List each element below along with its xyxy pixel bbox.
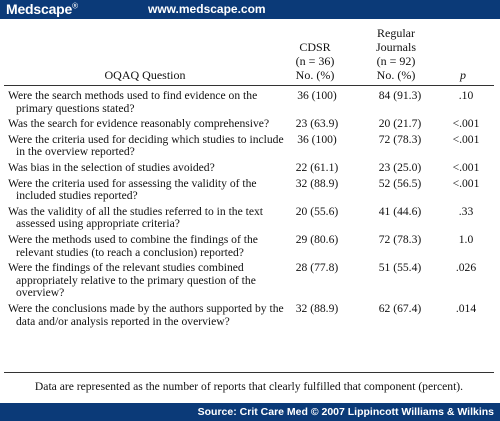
header-bar bbox=[0, 0, 500, 19]
p-value: <.001 bbox=[452, 132, 480, 146]
regular-journals-value: 62 (67.4) bbox=[378, 301, 422, 315]
question-cell: Were the methods used to combine the findings of the relevant studies (to reach a conclusion) reported? bbox=[8, 232, 258, 259]
table-row bbox=[4, 88, 494, 116]
question-cell: Was bias in the selection of studies avoided? bbox=[8, 160, 215, 174]
table-row bbox=[4, 176, 494, 204]
question-cell: Was the validity of all the studies referred to in the text assessed using appropriate criteria? bbox=[8, 204, 264, 231]
table-row bbox=[4, 132, 494, 160]
regular-journals-value: 41 (44.6) bbox=[378, 204, 422, 218]
medscape-logo[interactable]: Medscape® bbox=[6, 1, 78, 17]
question-cell: Were the search methods used to find evidence on the primary questions stated? bbox=[8, 89, 258, 115]
table-footnote: Data are represented as the number of reports that clearly fulfilled that component (percent). bbox=[34, 380, 464, 393]
table-body bbox=[4, 88, 494, 329]
cdsr-value: 36 (100) bbox=[297, 89, 337, 102]
regular-journals-value: 72 (78.3) bbox=[378, 132, 422, 146]
table-row bbox=[4, 204, 494, 232]
cdsr-value: 32 (88.9) bbox=[295, 301, 339, 315]
table-row bbox=[4, 260, 494, 301]
p-value: .014 bbox=[455, 301, 477, 315]
p-value: <.001 bbox=[452, 160, 480, 174]
regular-journals-value: 84 (91.3) bbox=[378, 89, 422, 102]
table-row bbox=[4, 301, 494, 329]
table-row bbox=[4, 232, 494, 260]
regular-journals-value: 51 (55.4) bbox=[378, 261, 422, 275]
source-footer bbox=[0, 403, 500, 421]
question-cell: Were the criteria used for assessing the validity of the included studies reported? bbox=[8, 176, 257, 203]
table-bottom-divider bbox=[4, 372, 494, 373]
p-value: <.001 bbox=[452, 117, 480, 131]
header-divider bbox=[4, 85, 494, 86]
cdsr-value: 28 (77.8) bbox=[295, 261, 339, 275]
regular-journals-value: 72 (78.3) bbox=[378, 232, 422, 246]
regular-journals-value: 52 (56.5) bbox=[378, 176, 422, 190]
cdsr-value: 22 (61.1) bbox=[295, 160, 339, 174]
source-credit: Source: Crit Care Med © 2007 Lippincott Williams & Wilkins bbox=[197, 406, 494, 418]
cdsr-value: 23 (63.9) bbox=[295, 117, 339, 131]
p-value: <.001 bbox=[452, 176, 480, 190]
question-column-header: OQAQ Question bbox=[104, 68, 186, 82]
p-value: 1.0 bbox=[458, 232, 474, 246]
cdsr-value: 36 (100) bbox=[297, 132, 337, 146]
cdsr-value: 20 (55.6) bbox=[295, 204, 339, 218]
question-cell: Were the criteria used for deciding which studies to include in the overview reported? bbox=[8, 132, 284, 159]
p-value: .026 bbox=[455, 261, 477, 275]
regular-journals-value: 20 (21.7) bbox=[378, 117, 422, 131]
p-value-column-header: p bbox=[460, 68, 466, 82]
table-row bbox=[4, 160, 494, 176]
question-cell: Was the search for evidence reasonably comprehensive? bbox=[8, 117, 270, 131]
question-cell: Were the findings of the relevant studies combined appropriately relative to the primary question of the overview? bbox=[8, 261, 256, 300]
regular-journals-value: 23 (25.0) bbox=[378, 160, 422, 174]
p-value: .33 bbox=[458, 204, 474, 218]
regular-journals-column-header: Regular Journals (n = 92) No. (%) bbox=[376, 26, 416, 82]
p-value: .10 bbox=[458, 89, 474, 102]
cdsr-value: 32 (88.9) bbox=[295, 176, 339, 190]
site-url-link[interactable]: www.medscape.com bbox=[148, 2, 266, 16]
cdsr-column-header: CDSR (n = 36) No. (%) bbox=[295, 40, 335, 82]
question-cell: Were the conclusions made by the authors supported by the data and/or analysis reported in the overview? bbox=[8, 301, 284, 328]
cdsr-value: 29 (80.6) bbox=[295, 232, 339, 246]
table-row bbox=[4, 116, 494, 132]
